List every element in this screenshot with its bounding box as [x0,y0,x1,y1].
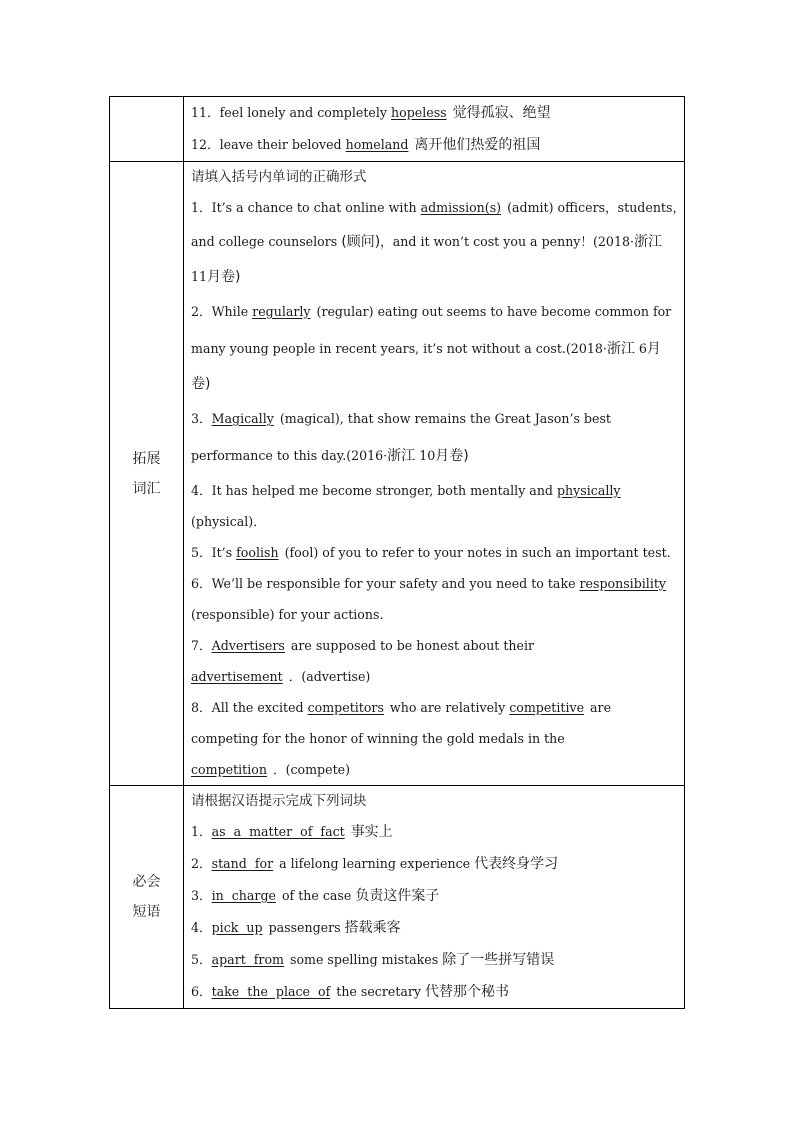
item-text: leave their beloved [219,137,346,152]
item-text: passengers [268,920,345,935]
answer-text: Advertisers [211,638,285,653]
item-text: (physical)． [191,514,266,529]
answer-text: physically [557,483,621,498]
answer-text: advertisement [191,669,283,684]
item-text: 10 [419,448,436,463]
answer-text: competitive [509,700,585,715]
chinese-hint: 搭载乘客 [344,920,401,936]
answer-text: competition [191,762,267,777]
section-heading: 请根据汉语提示完成下列词块 [191,793,367,809]
answer-text: Magically [211,411,274,426]
item-text: It’s a chance to chat online with [211,200,421,215]
list-item [191,475,678,506]
chinese-hint: 除了一些拼写错误 [442,952,555,968]
list-item [191,944,678,976]
list-item [191,848,678,880]
answer-text: hopeless [391,105,447,120]
item-text: competing for the honor of winning the gold medals in the [191,731,565,746]
answer-text: pick up [211,920,263,935]
list-item-continued [191,661,678,692]
item-number: 8． [191,700,212,715]
section-label-phrases [110,786,184,1009]
section-content-expand [184,162,685,786]
chinese-hint: 事实上 [350,824,393,840]
item-text: a lifelong learning experience [279,856,475,871]
item-number: 11． [191,105,220,120]
section-content-phrases [184,786,685,1009]
item-text: 6 [638,341,647,356]
answer-text: admission(s) [420,200,502,215]
list-item-continued [191,437,678,475]
item-text: ，and it won’t cost you a penny！(2018· [380,234,634,249]
list-item [191,976,678,1008]
item-number: 5． [191,952,212,967]
list-item-continued [191,261,678,293]
answer-text: in charge [211,888,276,903]
item-number: 4． [191,920,212,935]
list-item [191,568,678,599]
list-item-continued [191,599,678,630]
chinese-hint: 浙江 [606,341,635,357]
chinese-hint: (顾问) [341,234,381,250]
list-item [191,880,678,912]
chinese-hint: 觉得孤寂、绝望 [452,105,551,121]
item-text: are [590,700,612,715]
list-item-continued [191,223,678,261]
item-text: 11 [191,269,208,284]
chinese-hint: 离开他们热爱的祖国 [414,137,541,153]
answer-text: stand for [211,856,274,871]
list-item [191,192,686,223]
item-number: 6． [191,984,212,999]
row-content [184,97,685,162]
list-item-continued [191,330,678,368]
list-item-continued [191,368,678,400]
section-label-line: 词汇 [132,480,161,497]
chinese-hint: 月卷) [207,269,241,285]
chinese-hint: 月卷) [435,448,469,464]
item-number: 6． [191,576,212,591]
list-item-continued [191,754,678,785]
item-text: (responsible) for your actions. [191,607,384,622]
answer-text: take the place of [211,984,331,999]
worksheet-table [109,96,685,1009]
table-row [110,162,685,786]
item-number: 4． [191,483,212,498]
item-number: 3． [191,888,212,903]
list-item [191,400,678,437]
item-text: performance to this day.(2016· [191,448,388,463]
item-text: (regular) eating out seems to have become common for [316,304,672,319]
item-number: 2． [191,856,212,871]
list-item [191,129,678,161]
item-text: feel lonely and completely [219,105,392,120]
item-text: (admit) officers，students， [507,200,686,215]
item-text: It’s [211,545,237,560]
item-text: While [211,304,253,319]
answer-text: competitors [307,700,384,715]
list-item [191,692,678,723]
item-number: 7． [191,638,212,653]
item-text: We’ll be responsible for your safety and you need to take [211,576,580,591]
section-label-line: 必会 [132,874,161,890]
chinese-hint: 卷) [191,376,211,392]
item-text: the secretary [336,984,426,999]
item-number: 1． [191,200,212,215]
item-number: 1． [191,824,212,839]
row-label-empty [110,97,184,162]
item-text: who are relatively [389,700,510,715]
section-label-line: 拓展 [132,450,161,467]
chinese-hint: 负责这件案子 [355,888,440,904]
item-text: It has helped me become stronger, both mentally and [211,483,557,498]
item-text: are supposed to be honest about their [290,638,535,653]
table-row [110,786,685,1009]
item-text: many young people in recent years, it’s not without a cost.(2018· [191,341,607,356]
chinese-hint: 代表终身学习 [474,856,559,872]
list-item [191,630,678,661]
answer-text: foolish [236,545,279,560]
item-number: 3． [191,411,212,426]
item-text: some spelling mistakes [289,952,443,967]
answer-text: responsibility [579,576,667,591]
list-item [191,293,678,330]
answer-text: apart from [211,952,284,967]
chinese-hint: 浙江 [633,234,662,250]
item-number: 2． [191,304,212,319]
item-number: 5． [191,545,212,560]
list-item [191,97,678,129]
item-text: of the case [281,888,356,903]
item-text: All the excited [211,700,308,715]
chinese-hint: 代替那个秘书 [425,984,510,1000]
list-item-continued [191,723,678,754]
list-item [191,816,678,848]
list-item-continued [191,506,678,537]
item-number: 12． [191,137,220,152]
item-text: (magical), that show remains the Great Jason’s best [279,411,611,426]
section-heading: 请填入括号内单词的正确形式 [191,169,367,185]
section-label-line: 短语 [132,904,161,920]
answer-text: homeland [345,137,409,152]
item-text: ．(compete) [272,762,350,777]
chinese-hint: 浙江 [387,448,416,464]
section-label-expand [110,162,184,786]
list-item [191,912,678,944]
chinese-hint: 月 [646,341,661,357]
table-row [110,97,685,162]
answer-text: as a matter of fact [211,824,345,839]
answer-text: regularly [252,304,311,319]
list-item [191,537,678,568]
item-text: (fool) of you to refer to your notes in such an important test. [284,545,671,560]
item-text: and college counselors [191,234,338,249]
item-text: ．(advertise) [288,669,371,684]
